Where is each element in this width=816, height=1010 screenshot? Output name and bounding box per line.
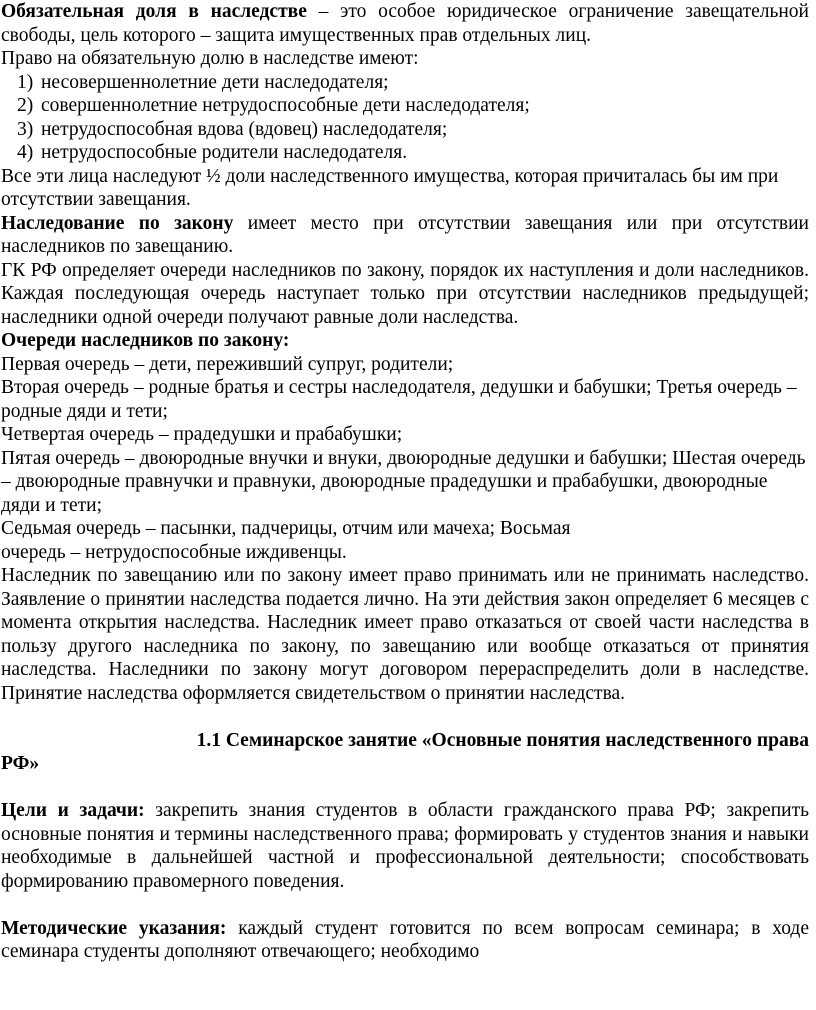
list-number: 2) [17,95,34,116]
paragraph-method [1,917,809,964]
paragraph-text: каждый студент готовится по всем вопросам семинара; в ходе семинара студенты дополняют отвечающего; необходимо [1,917,809,962]
subheading-queues: Очереди наследников по закону: [1,330,290,351]
list-item-text: совершеннолетние нетрудоспособные дети наследодателя; [41,95,530,116]
spacer [1,893,809,917]
spacer [1,776,809,800]
queue-fourth: Четвертая очередь – прадедушки и прабабушки; [1,424,403,445]
section-heading: 1.1 Семинарское занятие «Основные понятия наследственного права [196,729,809,751]
paragraph-obligatory-share [1,0,809,47]
term-obligatory-share: Обязательная доля в наследстве [1,1,307,22]
section-heading-continued: РФ» [1,753,40,774]
list-number: 1) [17,71,34,93]
queue-seventh-line: Седьмая очередь – пасынки, падчерицы, отчим или мачеха; Восьмая [1,518,571,539]
paragraph-goals [1,799,809,893]
list-item-text: нетрудоспособная вдова (вдовец) наследодателя; [41,118,448,140]
queue-first: Первая очередь – дети, переживший супруг, родители; [1,353,454,375]
queue-second-third: Вторая очередь – родные братья и сестры наследодателя, дедушки и бабушки; Третья очередь – родные дяди и тети; [1,377,797,422]
paragraph-civil-code: ГК РФ определяет очереди наследников по закону, порядок их наступления и доли наследников. Каждая последующая очередь наступает только при отсутствии наследников предыдущей; наследники одной очереди получают равные доли наследства. [1,259,809,328]
list-item [17,71,809,95]
list-item [17,118,809,142]
paragraph-right-holders: Право на обязательную долю в наследстве имеют: [1,48,419,69]
term-goals: Цели и задачи: [1,800,145,821]
list-item [17,141,809,165]
paragraph-text: – это особое юридическое ограничение завещательной свободы, цель которого – защита имущественных прав отдельных лиц. [1,1,809,46]
paragraph-acceptance: Наследник по завещанию или по закону имеет право принимать или не принимать наследство. Заявление о принятии наследства подается лично. На эти действия закон определяет 6 месяцев с момента открытия наследства. Наследник имеет право отказаться от своей части наследства в пользу другого наследника по закону, по завещанию или вообще отказаться от принятия наследства. Наследники по закону могут договором перераспределить доли в наследстве. Принятие наследства оформляется свидетельством о принятии наследства. [1,565,809,704]
paragraph-half-share: Все эти лица наследуют ½ доли наследственного имущества, которая причиталась бы им при отсутствии завещания. [1,165,779,210]
spacer [1,705,809,729]
list-number: 4) [17,142,34,163]
term-method: Методические указания: [1,917,227,939]
paragraph-text: имеет место при отсутствии завещания или при отсутствии наследников по завещанию. [1,212,809,257]
term-inheritance-by-law: Наследование по закону [1,212,234,234]
queue-eighth-line: очередь – нетрудоспособные иждивенцы. [1,541,347,563]
paragraph-inheritance-by-law [1,212,809,259]
list-item-text: несовершеннолетние дети наследодателя; [41,71,389,93]
paragraph-text: закрепить знания студентов в области гражданского права РФ; закрепить основные понятия и термины наследственного права; формировать у студентов знания и навыки необходимые в дальнейшей частной и профессиональной деятельности; способствовать формированию правомерного поведения. [1,800,809,892]
heirs-list [1,71,809,165]
list-item [17,94,809,118]
queue-fifth-sixth: Пятая очередь – двоюродные внучки и внуки, двоюродные дедушки и бабушки; Шестая очередь – двоюродные правнучки и правнуки, двоюродные прадедушки и прабабушки, двоюродные дяди и тети; [1,447,806,516]
list-item-text: нетрудоспособные родители наследодателя. [41,142,408,163]
list-number: 3) [17,118,34,140]
